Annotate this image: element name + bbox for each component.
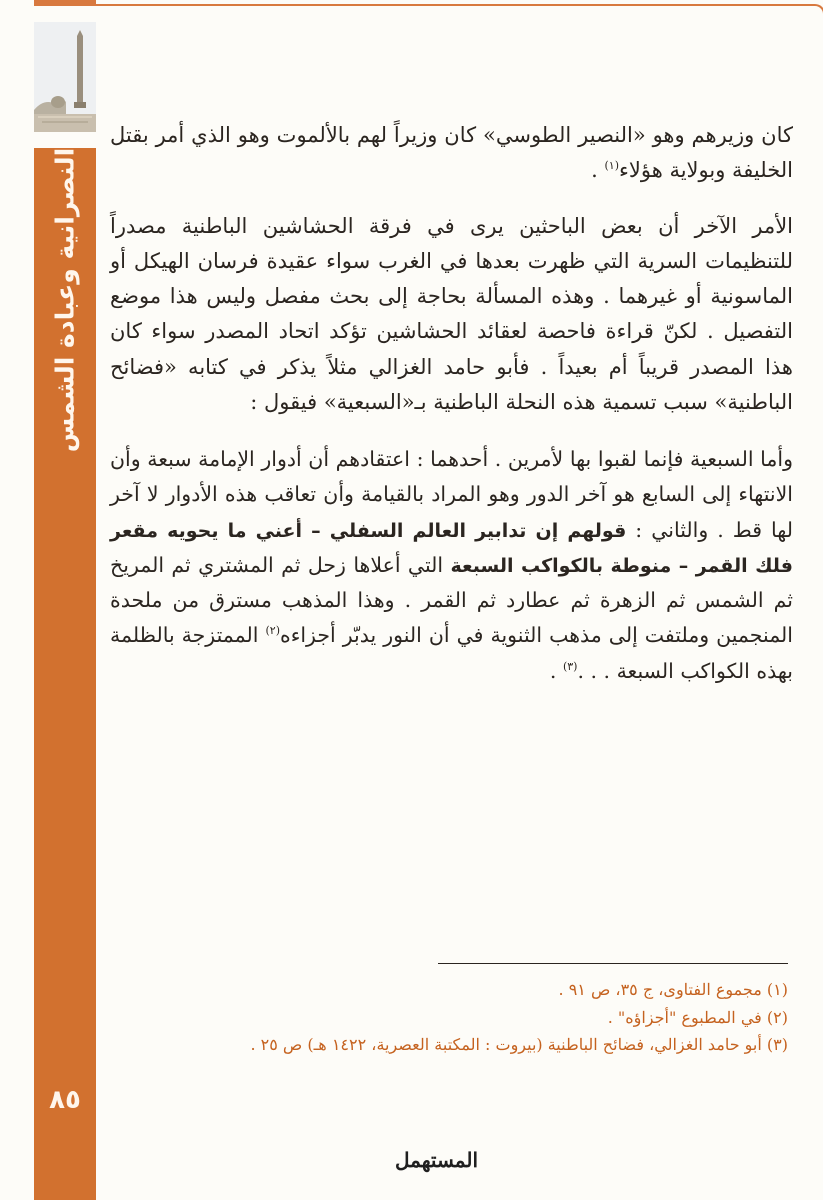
quotation-bold-segment: قولهم إن تدابير العالم السفلي – أعني ما يحويه مقعر فلك القمر – منوطة بالكواكب السبعة <box>110 519 793 577</box>
footnote-2: (٢) في المطبوع "أجزاؤه" . <box>607 1007 788 1027</box>
header-rule <box>96 4 823 16</box>
quotation-block: وأما السبعية فإنما لقبوا بها لأمرين . أحدهما : اعتقادهم أن أدوار الإمامة سبعة وأن الانتهاء إلى السابع هو آخر الدور وهو المراد بالقيامة وأن تعاقب هذه الأدوار لا آخر لها قط . والثاني : قولهم إن تدابير العالم السفلي – أعني ما يحويه مقعر فلك القمر – منوطة بالكواكب السبعة التي أعلاها زحل ثم المشتري ثم المريخ ثم الشمس ثم الزهرة ثم عطارد ثم القمر . وهذا المذهب مسترق من ملحدة المنجمين وملتفت إلى مذهب الثنوية في أن النور يدبّر أجزاءه$^{(٢)}$ الممتزجة بالظلمة بهذه الكواكب السبعة . . .$^{(٣)}$ . <box>110 447 793 683</box>
paragraph-2: الأمر الآخر أن بعض الباحثين يرى في فرقة الحشاشين الباطنية مصدراً للتنظيمات السرية التي ظهرت بعدها في الغرب سواء عقيدة فرسان الهيكل أو الماسونية أو غيرهما . وهذه المسألة بحاجة إلى بحث مفصل وليس هذا موضع التفصيل . لكنّ قراءة فاحصة لعقائد الحشاشين تؤكد اتحاد المصدر سواء كان هذا المصدر قريباً أم بعيداً . فأبو حامد الغزالي مثلاً يذكر في كتابه «فضائح الباطنية» سبب تسمية هذه النحلة الباطنية بـ«السبعية» فيقول : <box>110 213 793 414</box>
footnote-separator <box>438 963 788 964</box>
obelisk-photo <box>34 22 96 132</box>
footnote-ref-3: (٣) <box>562 659 578 673</box>
obelisk-illustration-icon <box>34 22 96 132</box>
footnote-ref-1: (١) <box>604 159 619 173</box>
main-text <box>110 118 793 689</box>
publisher-logo: المستهمل <box>395 1148 479 1172</box>
page-number: ٨٥ <box>49 1085 81 1115</box>
footnotes <box>160 976 788 1059</box>
footnote-ref-2: (٢) <box>265 624 280 638</box>
header-accent-bar <box>34 0 96 6</box>
footnote-3: (٣) أبو حامد الغزالي، فضائح الباطنية (بيروت : المكتبة العصرية، ١٤٢٢ هـ) ص ٢٥ . <box>250 1035 788 1055</box>
paragraph-1: كان وزيرهم وهو «النصير الطوسي» كان وزيراً لهم بالألموت وهو الذي أمر بقتل الخليفة وبولاية هؤلاء$^{(١)}$ . <box>110 123 793 183</box>
chapter-title-text: النصرانية وعبادة الشمس <box>50 147 80 453</box>
footnote-1: (١) مجموع الفتاوى، ج ٣٥، ص ٩١ . <box>558 980 788 999</box>
